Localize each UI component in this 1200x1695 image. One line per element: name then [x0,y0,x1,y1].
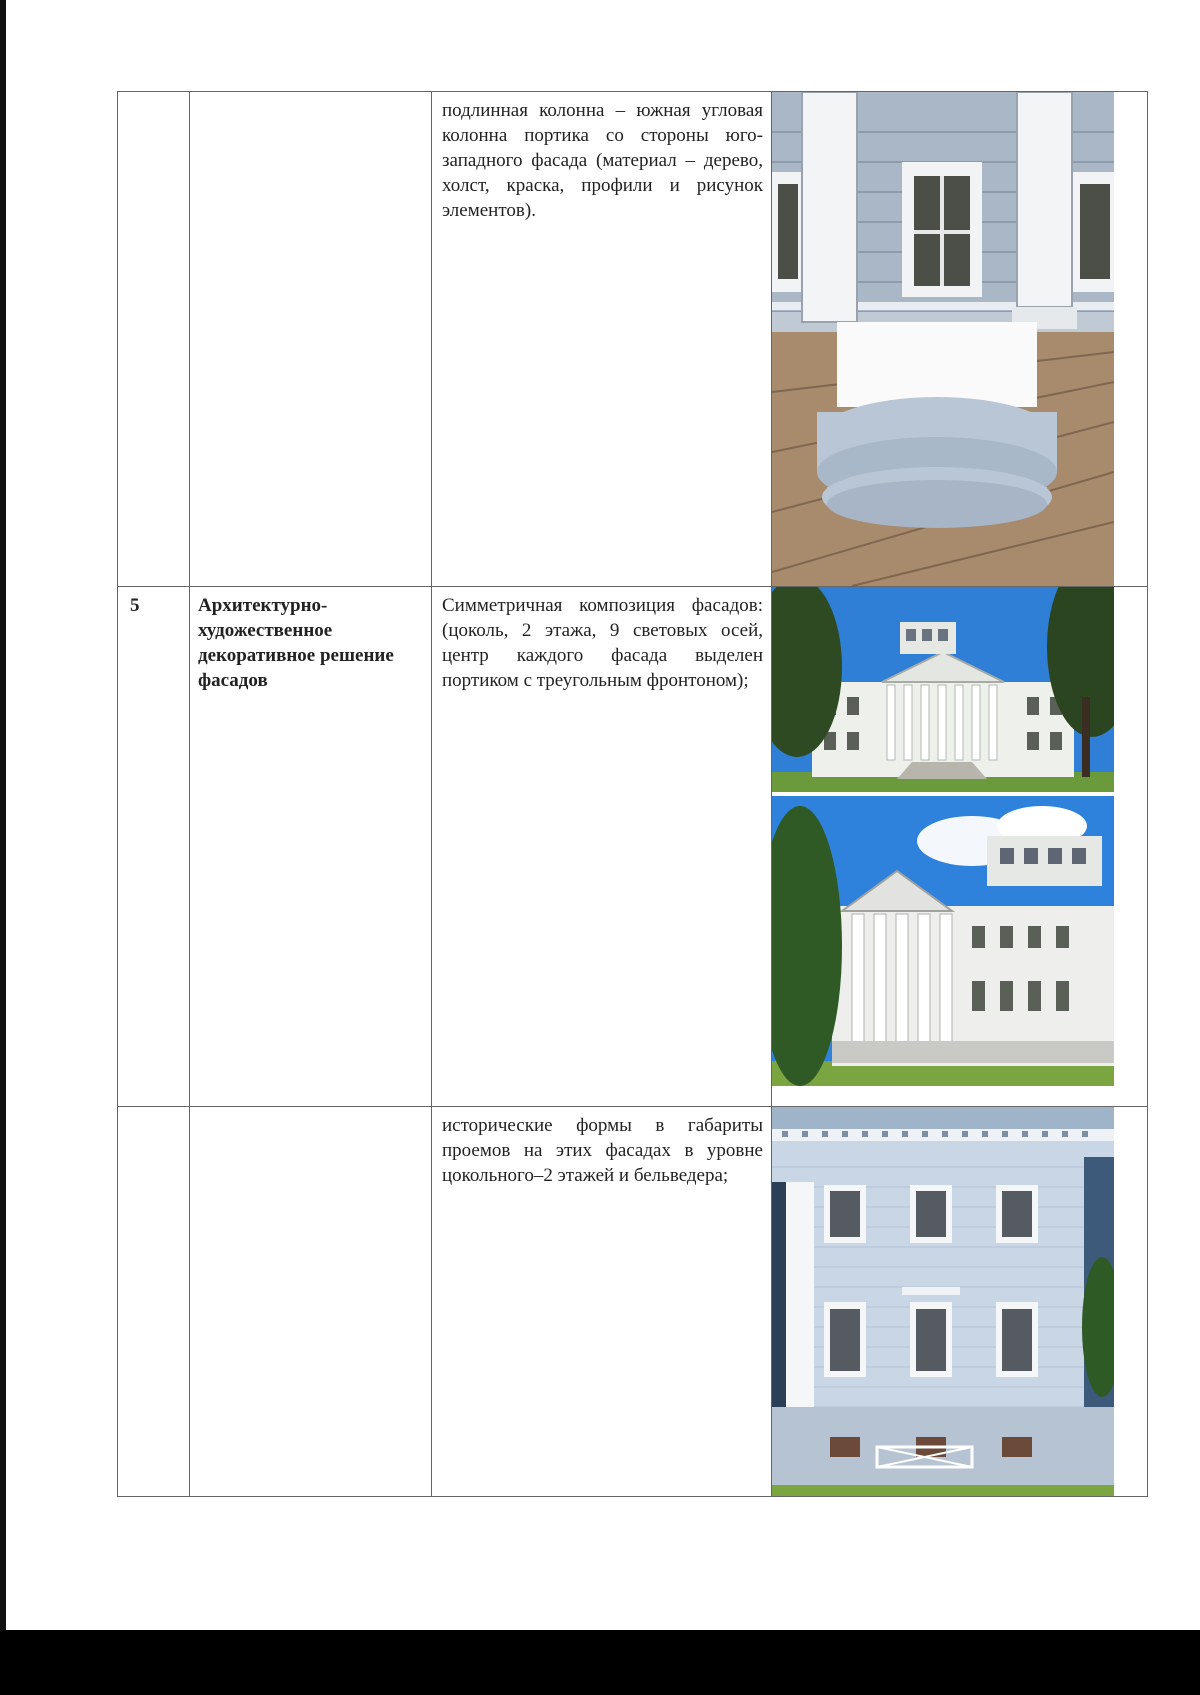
row-feature-name: Архитектурно-художественное декоративное решение фасадов [190,587,432,1107]
row-feature-name [190,1107,432,1497]
scan-bottom-bar [0,1630,1200,1695]
row-photo-cell [772,92,1148,587]
monument-features-table [117,91,1148,1497]
manor-side-facade-photo [772,796,1114,1086]
row-description: подлинная колонна – южная угловая колонна портика со стороны юго-западного фасада (материал – дерево, холст, краска, профили и рисунок элементов). [432,92,772,587]
row-number [118,1107,190,1497]
scan-edge-left [0,0,6,1695]
column-base-photo [772,92,1114,586]
row-feature-name [190,92,432,587]
row-photo-cell [772,587,1148,1107]
manor-front-facade-photo [772,587,1114,792]
row-description: Симметричная композиция фасадов: (цоколь, 2 этажа, 9 световых осей, центр каждого фасада выделен портиком с треугольным фронтоном); [432,587,772,1107]
table-row [118,1107,1148,1497]
row-number [118,92,190,587]
facade-windows-photo [772,1107,1114,1496]
row-description: исторические формы в габариты проемов на этих фасадах в уровне цокольного–2 этажей и бельведера; [432,1107,772,1497]
table-row [118,92,1148,587]
row-photo-cell [772,1107,1148,1497]
table-row [118,587,1148,1107]
row-number: 5 [118,587,190,1107]
